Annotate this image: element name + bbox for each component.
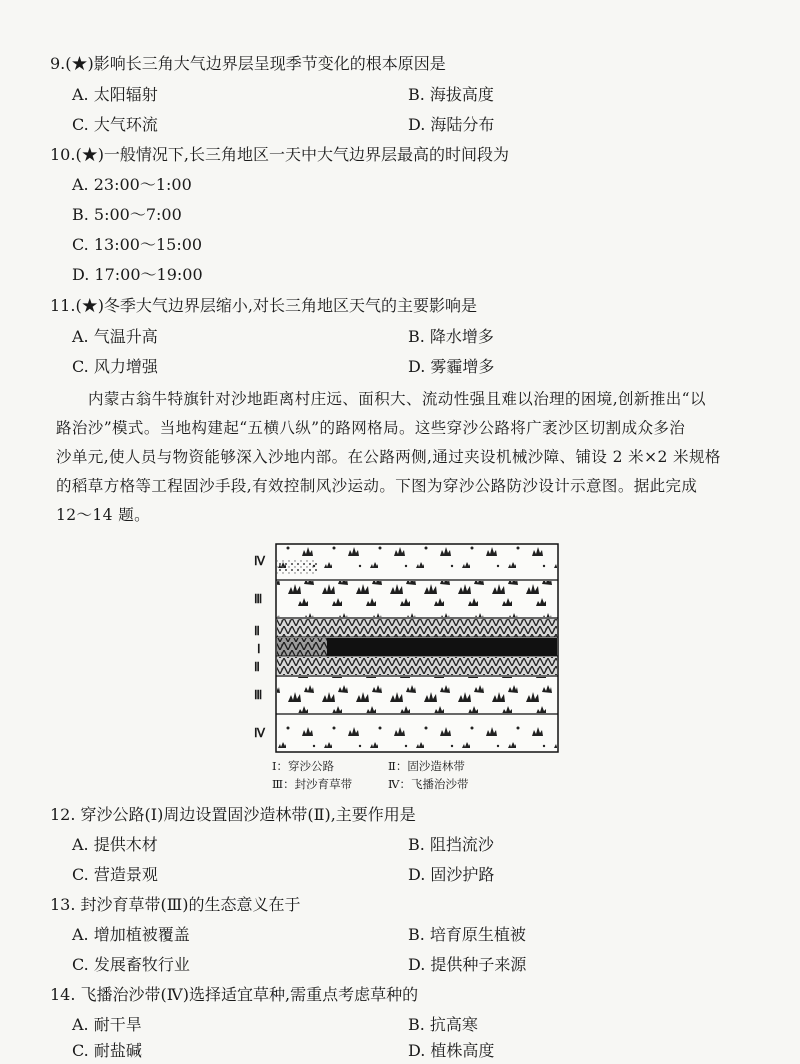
question-14-option-c: C. 耐盐碱 xyxy=(72,1041,142,1060)
question-13-option-a: A. 增加植被覆盖 xyxy=(72,925,190,944)
question-13-option-b: B. 培育原生植被 xyxy=(408,925,526,944)
question-10-option-b: B. 5:00～7:00 xyxy=(72,205,182,224)
legend-aerial-seeding-belt: Ⅳ：飞播治沙带 xyxy=(388,777,469,791)
question-11-option-a: A. 气温升高 xyxy=(72,327,158,346)
passage-line-1: 内蒙古翁牛特旗针对沙地距离村庄远、面积大、流动性强且难以治理的困境,创新推出“以 xyxy=(88,390,706,408)
question-10-option-c: C. 13:00～15:00 xyxy=(72,235,203,254)
question-12-option-a: A. 提供木材 xyxy=(72,835,158,854)
question-12-option-d: D. 固沙护路 xyxy=(408,865,495,884)
legend-road: Ⅰ：穿沙公路 xyxy=(272,759,335,773)
row-label-iv-bottom: Ⅳ xyxy=(254,726,266,740)
passage-line-2: 路治沙”模式。当地构建起“五横八纵”的路网格局。这些穿沙公路将广袤沙区切割成众多治 xyxy=(56,419,686,437)
question-10-option-a: A. 23:00～1:00 xyxy=(72,175,192,194)
question-10-stem: 10.(★)一般情况下,长三角地区一天中大气边界层最高的时间段为 xyxy=(50,145,510,164)
question-14-option-a: A. 耐干旱 xyxy=(72,1015,142,1034)
question-10-option-d: D. 17:00～19:00 xyxy=(72,265,203,284)
question-12-option-c: C. 营造景观 xyxy=(72,865,158,884)
row-label-iii-bottom: Ⅲ xyxy=(254,688,263,702)
road-sand-control-diagram xyxy=(248,538,568,798)
question-11-stem: 11.(★)冬季大气边界层缩小,对长三角地区天气的主要影响是 xyxy=(50,296,478,315)
row-label-i: Ⅰ xyxy=(257,642,261,656)
question-9-option-b: B. 海拔高度 xyxy=(408,85,494,104)
passage-line-5: 12～14 题。 xyxy=(56,506,151,524)
question-14-stem: 14. 飞播治沙带(Ⅳ)选择适宜草种,需重点考虑草种的 xyxy=(50,985,419,1004)
question-14-option-b: B. 抗高寒 xyxy=(408,1015,478,1034)
legend-grass-belt: Ⅲ：封沙育草带 xyxy=(272,777,353,791)
question-13-option-c: C. 发展畜牧行业 xyxy=(72,955,190,974)
question-13-option-d: D. 提供种子来源 xyxy=(408,955,527,974)
question-11-option-b: B. 降水增多 xyxy=(408,327,494,346)
question-11-option-d: D. 雾霾增多 xyxy=(408,357,495,376)
question-9-option-a: A. 太阳辐射 xyxy=(72,85,158,104)
question-14-option-d: D. 植株高度 xyxy=(408,1041,495,1060)
question-9-stem: 9.(★)影响长三角大气边界层呈现季节变化的根本原因是 xyxy=(50,54,446,73)
row-label-ii-top: Ⅱ xyxy=(254,624,260,638)
question-12-option-b: B. 阻挡流沙 xyxy=(408,835,494,854)
question-12-stem: 12. 穿沙公路(Ⅰ)周边设置固沙造林带(Ⅱ),主要作用是 xyxy=(50,805,416,824)
row-label-iv-top: Ⅳ xyxy=(254,554,266,568)
passage-line-3: 沙单元,使人员与物资能够深入沙地内部。在公路两侧,通过夹设机械沙障、铺设 2 米×2 米规格 xyxy=(56,448,721,466)
question-9-option-d: D. 海陆分布 xyxy=(408,115,495,134)
passage-line-4: 的稻草方格等工程固沙手段,有效控制风沙运动。下图为穿沙公路防沙设计示意图。据此完成 xyxy=(56,477,698,495)
question-11-option-c: C. 风力增强 xyxy=(72,357,158,376)
diagram-strips xyxy=(248,538,568,758)
question-13-stem: 13. 封沙育草带(Ⅲ)的生态意义在于 xyxy=(50,895,301,914)
row-label-iii-top: Ⅲ xyxy=(254,592,263,606)
question-9-option-c: C. 大气环流 xyxy=(72,115,158,134)
row-label-ii-bottom: Ⅱ xyxy=(254,660,260,674)
legend-forest-belt: Ⅱ：固沙造林带 xyxy=(388,759,465,773)
